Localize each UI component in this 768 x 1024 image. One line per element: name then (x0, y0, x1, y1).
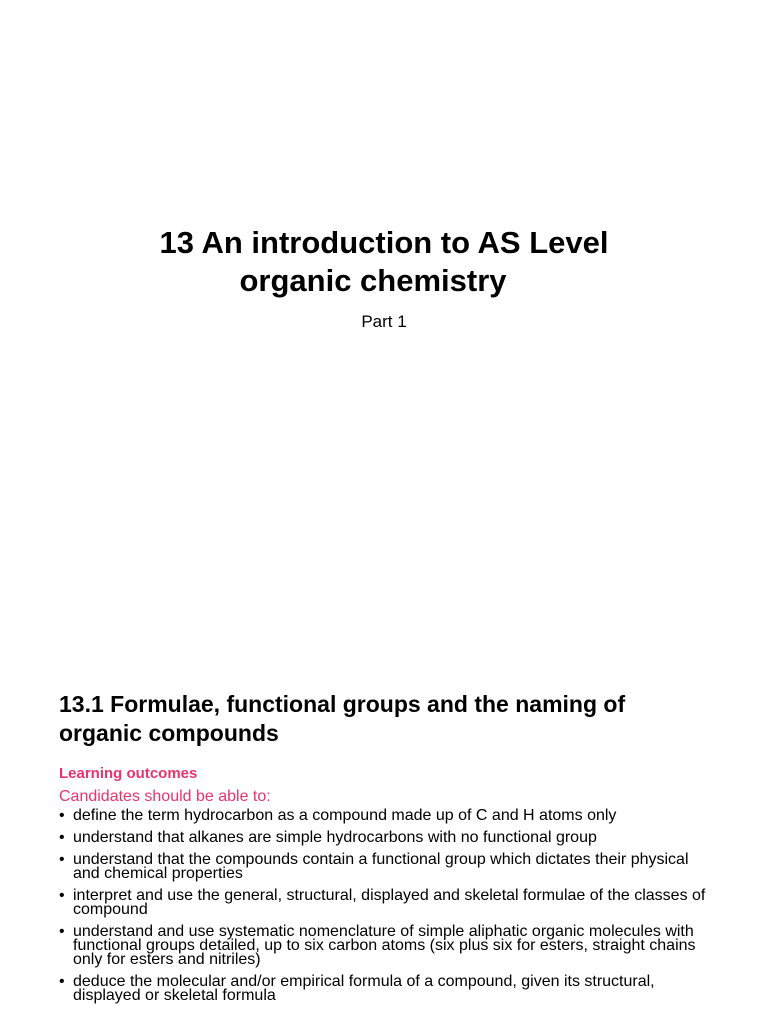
bullet-icon: • (59, 887, 65, 904)
list-item (59, 889, 719, 917)
part-label: Part 1 (361, 312, 407, 331)
document-title-line-1: 13 An introduction to AS Level (159, 225, 609, 260)
section-13-1 (59, 690, 719, 1011)
section-heading-line-1: 13.1 Formulae, functional groups and the naming of (59, 691, 626, 717)
list-item-text: deduce the molecular and/or empirical formula of a compound, given its structural, displayed or skeletal formula (73, 973, 655, 1004)
section-heading (59, 690, 719, 748)
bullet-icon: • (59, 973, 65, 990)
learning-outcomes-intro: Candidates should be able to: (59, 788, 271, 805)
bullet-icon: • (59, 923, 65, 940)
list-item-text: interpret and use the general, structural, displayed and skeletal formulae of the classes of compound (73, 887, 706, 918)
list-item-text: understand that alkanes are simple hydrocarbons with no functional group (73, 829, 597, 846)
list-item-text: define the term hydrocarbon as a compound made up of C and H atoms only (73, 807, 617, 824)
bullet-icon: • (59, 829, 65, 846)
bullet-icon: • (59, 851, 65, 868)
section-heading-line-2: organic compounds (59, 720, 279, 746)
bullet-icon: • (59, 807, 65, 824)
list-item (59, 975, 719, 1003)
list-item-text: understand that the compounds contain a functional group which dictates their physical and chemical properties (73, 851, 689, 882)
list-item (59, 809, 719, 823)
list-item (59, 853, 719, 881)
list-item (59, 925, 719, 967)
title-block (0, 224, 768, 332)
document-title-line-2: organic chemistry (239, 263, 507, 298)
list-item-text: understand and use systematic nomenclature of simple aliphatic organic molecules with functional groups detailed, up to six carbon atoms (six plus six for esters, straight chains only for esters and nitriles) (73, 923, 696, 968)
list-item (59, 831, 719, 845)
learning-outcomes-heading: Learning outcomes (59, 765, 198, 782)
learning-outcomes-list (59, 809, 719, 1003)
